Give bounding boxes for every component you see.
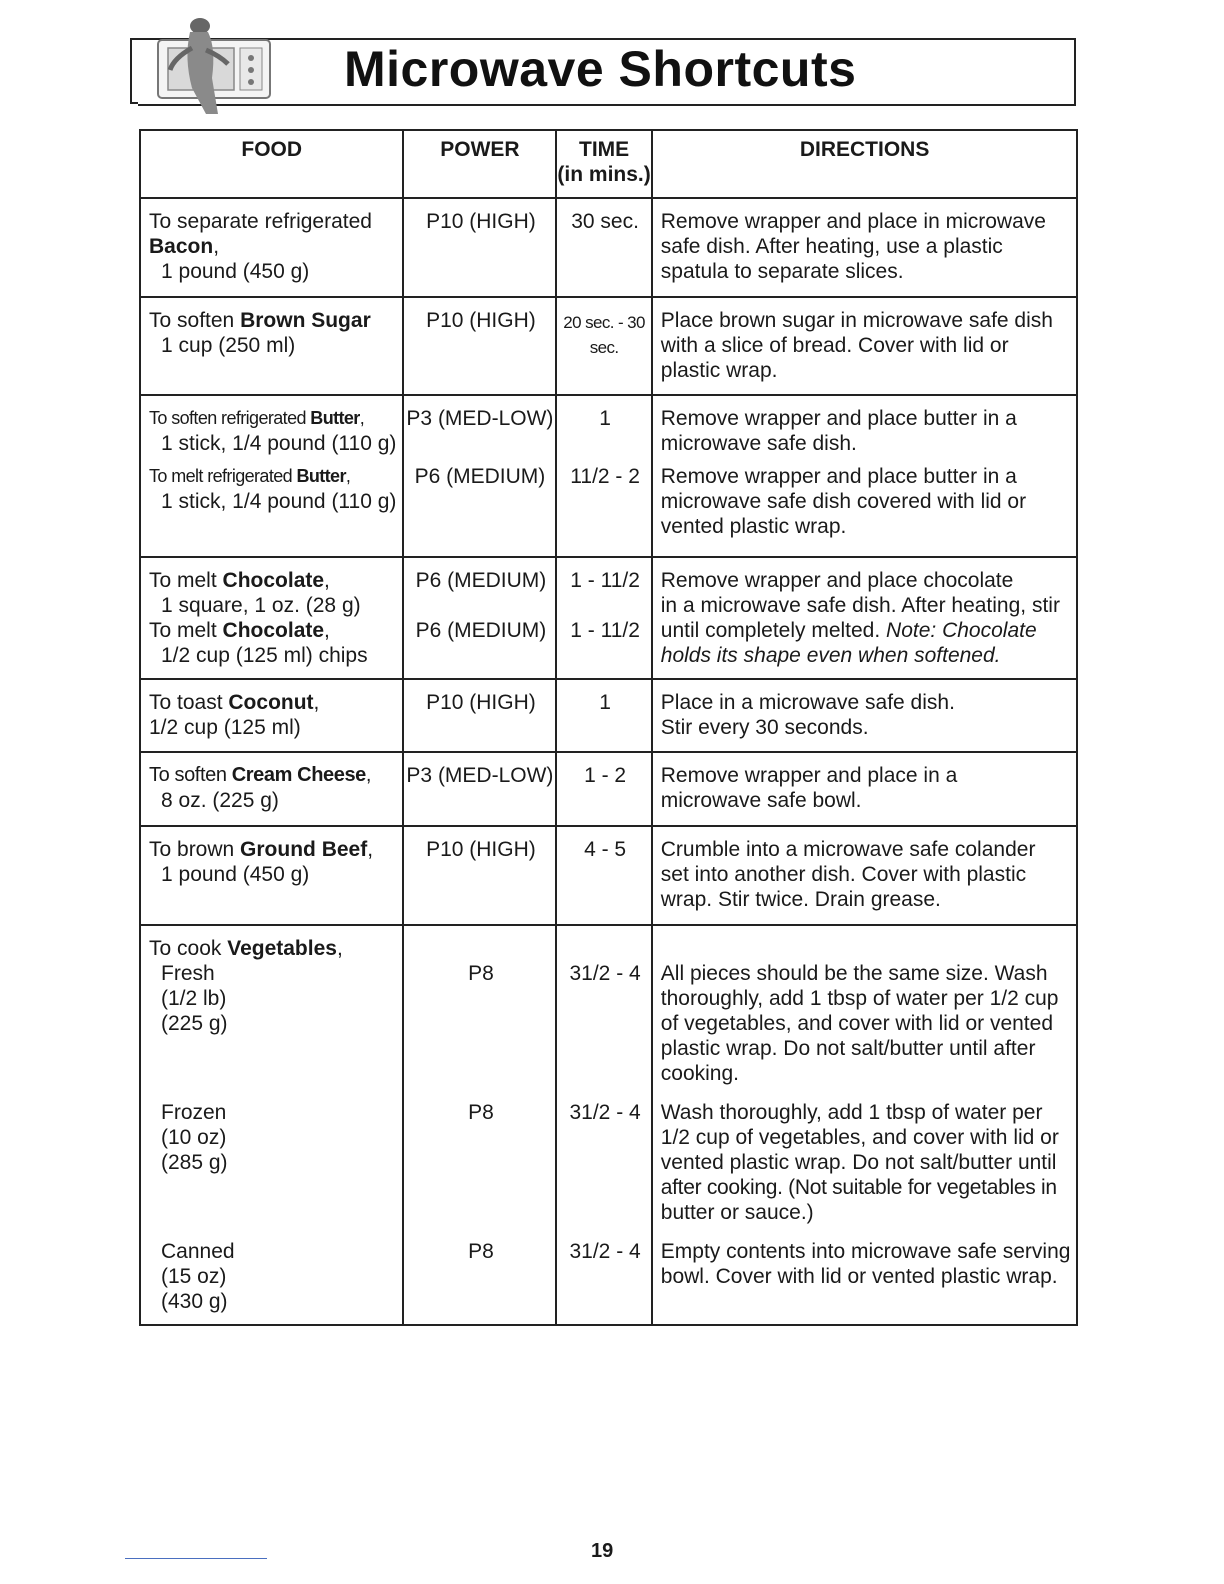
table-row-butter: To soften refrigerated Butter, 1 stick, 1/4 pound (110 g) To melt refrigerated Butter, 1 stick, 1/4 pound (110 g) P3 (MED-LOW) P6 (MEDIUM) 1 11/2 - 2 Remove wrapper and place butter in a microwave safe dish. Remove wrapper and place butter in a microwave safe dish covered with lid or vented plastic wrap. — [140, 395, 1077, 557]
directions-text: All pieces should be the same size. Wash thoroughly, add 1 tbsp of water per 1/2 cup of vegetables, and cover with lid or vented plastic wrap. Do not salt/butter until after cooking. Wash thoroughly, add 1 tbsp of water per 1/2 cup of vegetables, and cover with lid or vented plastic wrap. Do not salt/butter until after cooking. (Not suitable for vegetables in butter or sauce.) Empty contents into microwave safe serving bowl. Cover with lid or vented plastic wrap. — [660, 962, 1071, 1288]
power-value: P6 (MEDIUM) — [415, 569, 547, 592]
directions-text: Remove wrapper and place chocolate in a microwave safe dish. After heating, stir until completely melted. Note: Chocolate holds its shape even when softened. — [660, 569, 1060, 667]
food-qty: 8 oz. (225 g) — [161, 789, 279, 812]
footer-rule — [125, 1558, 267, 1559]
time-value: 1 — [599, 407, 611, 430]
power-value: P10 (HIGH) — [426, 838, 536, 861]
food-qty: 1 pound (450 g) — [161, 260, 310, 283]
table-header-row — [140, 130, 1077, 198]
power-value: P3 (MED-LOW) — [406, 407, 554, 430]
food-qty: 1 pound (450 g) — [161, 863, 310, 886]
header-power: POWER — [403, 130, 556, 198]
food-name: Bacon — [149, 235, 214, 258]
food-qty: 1/2 cup (125 ml) chips — [161, 644, 368, 667]
table-row-brown-sugar: To soften Brown Sugar 1 cup (250 ml) P10 (HIGH) 20 sec. - 30 sec. Place brown sugar in microwave safe dish with a slice of bread. Cover with lid or plastic wrap. — [140, 297, 1077, 395]
time-value: 31/2 - 4 — [569, 962, 641, 985]
power-value: P6 (MEDIUM) — [415, 619, 547, 642]
time-value: 1 - 2 — [584, 764, 627, 787]
vegetable-type-frozen: Frozen — [161, 1101, 227, 1124]
time-value: 11/2 - 2 — [570, 465, 640, 488]
food-name: Brown Sugar — [240, 309, 371, 332]
food-name: Butter — [310, 408, 360, 428]
power-value: P3 (MED-LOW) — [406, 764, 554, 787]
directions-text: Place in a microwave safe dish. Stir every 30 seconds. — [660, 691, 955, 739]
food-name: Butter — [296, 466, 346, 486]
time-value: 4 - 5 — [584, 838, 627, 861]
time-value: 1 — [599, 691, 611, 714]
time-value: 31/2 - 4 — [569, 1240, 641, 1263]
table-row-ground-beef: To brown Ground Beef, 1 pound (450 g) P10 (HIGH) 4 - 5 Crumble into a microwave safe colander set into another dish. Cover with plastic wrap. Stir twice. Drain grease. — [140, 826, 1077, 925]
food-qty: 1 stick, 1/4 pound (110 g) — [161, 432, 397, 455]
power-value: P10 (HIGH) — [426, 210, 536, 233]
directions-text: Remove wrapper and place in microwave safe dish. After heating, use a plastic spatula to separate slices. — [660, 210, 1046, 283]
table-row-coconut: To toast Coconut, 1/2 cup (125 ml) P10 (HIGH) 1 Place in a microwave safe dish. Stir every 30 seconds. — [140, 679, 1077, 752]
food-name: Chocolate — [222, 619, 325, 642]
power-value: P8 — [468, 1101, 494, 1124]
food-prefix: To separate refrigerated — [149, 210, 372, 233]
power-value: P6 (MEDIUM) — [414, 465, 546, 488]
header-directions: DIRECTIONS — [652, 130, 1078, 198]
food-name: Cream Cheese — [231, 764, 366, 786]
food-qty: 1 stick, 1/4 pound (110 g) — [161, 490, 397, 513]
food-qty: 1/2 cup (125 ml) — [149, 716, 301, 739]
time-value: 31/2 - 4 — [569, 1101, 641, 1124]
food-name: Coconut — [228, 691, 314, 714]
time-value: 20 sec. - 30 sec. — [563, 313, 645, 357]
header-time: TIME (in mins.) — [556, 130, 651, 198]
page-number: 19 — [591, 1540, 614, 1562]
table-row-chocolate: To melt Chocolate, 1 square, 1 oz. (28 g) To melt Chocolate, 1/2 cup (125 ml) chips P6 (MEDIUM) P6 (MEDIUM) 1 - 11/2 1 - 11/2 Remove wrapper and place chocolate in a microwave safe dish. After heating, stir until completely melted. Note: Chocolate holds its shape even when softened. — [140, 557, 1077, 679]
food-name: Chocolate — [222, 569, 325, 592]
directions-text: Remove wrapper and place butter in a microwave safe dish. Remove wrapper and place butter in a microwave safe dish covered with lid or vented plastic wrap. — [660, 407, 1027, 538]
table-row-bacon: To separate refrigerated Bacon, 1 pound (450 g) P10 (HIGH) 30 sec. Remove wrapper and place in microwave safe dish. After heating, use a plastic spatula to separate slices. — [140, 198, 1077, 297]
food-name: Vegetables — [227, 937, 337, 960]
food-qty: 1 square, 1 oz. (28 g) — [161, 594, 361, 617]
directions-text: Place brown sugar in microwave safe dish with a slice of bread. Cover with lid or plastic wrap. — [660, 309, 1053, 382]
header-food: FOOD — [140, 130, 403, 198]
title-bracket-left — [130, 38, 138, 104]
table-row-cream-cheese: To soften Cream Cheese, 8 oz. (225 g) P3 (MED-LOW) 1 - 2 Remove wrapper and place in a microwave safe bowl. — [140, 752, 1077, 826]
time-value: 1 - 11/2 — [570, 569, 640, 592]
food-qty: 1 cup (250 ml) — [161, 334, 296, 357]
vegetable-type-canned: Canned — [161, 1240, 235, 1263]
time-value: 1 - 11/2 — [570, 619, 640, 642]
time-value: 30 sec. — [571, 210, 639, 233]
microwave-chef-icon — [140, 18, 282, 116]
power-value: P10 (HIGH) — [426, 309, 536, 332]
table-row-vegetables: To cook Vegetables, Fresh (1/2 lb) (225 g) Frozen (10 oz) (285 g) Canned (15 oz) (430 g) P8 P8 P8 31/2 - 4 31/2 - 4 31/2 - 4 All pieces should be the same size. Wash thoroughly, add 1 tbsp of water per 1/2 cup of vegetables, and cover with lid or vented plastic wrap. Do not salt/butter until after cooking. Wash thoroughly, add 1 tbsp of water per 1/2 cup of vegetables, and cover with lid or vented plastic wrap. Do not salt/butter until after cooking. (Not suitable for vegetables in butter or sauce.) Empty contents into microwave safe serving bowl. Cover with lid or vented plastic wrap. — [140, 925, 1077, 1325]
directions-text: Remove wrapper and place in a microwave safe bowl. — [660, 764, 958, 812]
page-title: Microwave Shortcuts — [344, 41, 857, 97]
vegetable-type-fresh: Fresh — [161, 962, 215, 985]
power-value: P8 — [468, 962, 494, 985]
directions-text: Crumble into a microwave safe colander set into another dish. Cover with plastic wrap. Stir twice. Drain grease. — [660, 838, 1036, 911]
food-name: Ground Beef — [240, 838, 368, 861]
power-value: P10 (HIGH) — [426, 691, 536, 714]
shortcuts-table — [139, 129, 1078, 1326]
power-value: P8 — [468, 1240, 494, 1263]
